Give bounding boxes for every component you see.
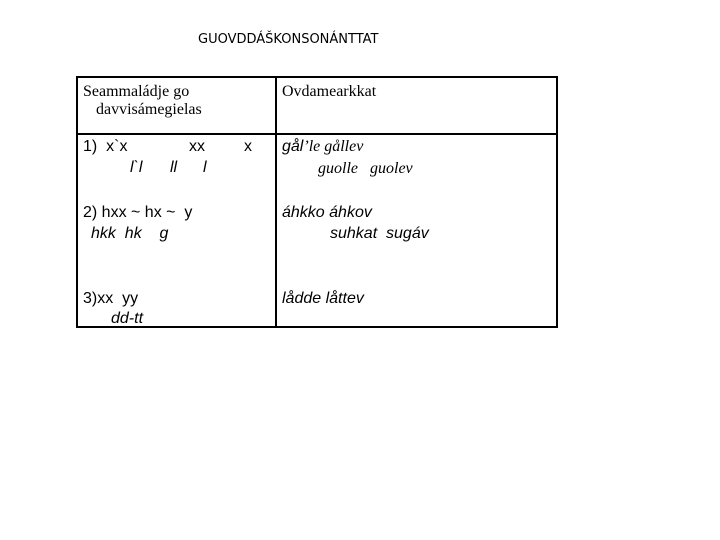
header-left-line1: Seammaládje go [83,83,190,100]
row1-right-line1 [282,139,363,155]
header-divider [78,133,556,135]
row1-right-line1-a: gål [282,138,304,155]
row1-left-line1-b: xx [189,138,205,155]
page-title: GUOVDDÁŠKONSONÁNTTAT [198,32,379,47]
row1-left-line1-c: x [244,138,252,155]
row3-right-line1: lådde låttev [282,290,364,307]
row1-left-line2-a: l`l [130,159,143,176]
row1-right-line2: guolle guolev [318,160,413,177]
row1-left-line2-b: ll [170,159,178,176]
row2-right-line1: áhkko áhkov [282,204,372,221]
row3-left-line1: 3)xx yy [83,290,139,307]
column-divider [275,78,277,326]
header-left-line2: davvisámegielas [96,101,202,118]
consonant-table [76,76,558,328]
header-right: Ovdamearkkat [282,83,377,100]
row3-left-line2: dd-tt [111,310,144,327]
row1-left-line1-a: 1) x`x [83,138,128,155]
row1-left-line2-c: l [203,159,207,176]
row2-left-line1: 2) hxx ~ hx ~ y [83,204,193,221]
row1-right-line1-b: ’le gållev [303,138,364,155]
row2-right-line2: suhkat sugáv [330,225,429,242]
row2-left-line2: hkk hk g [91,225,169,242]
